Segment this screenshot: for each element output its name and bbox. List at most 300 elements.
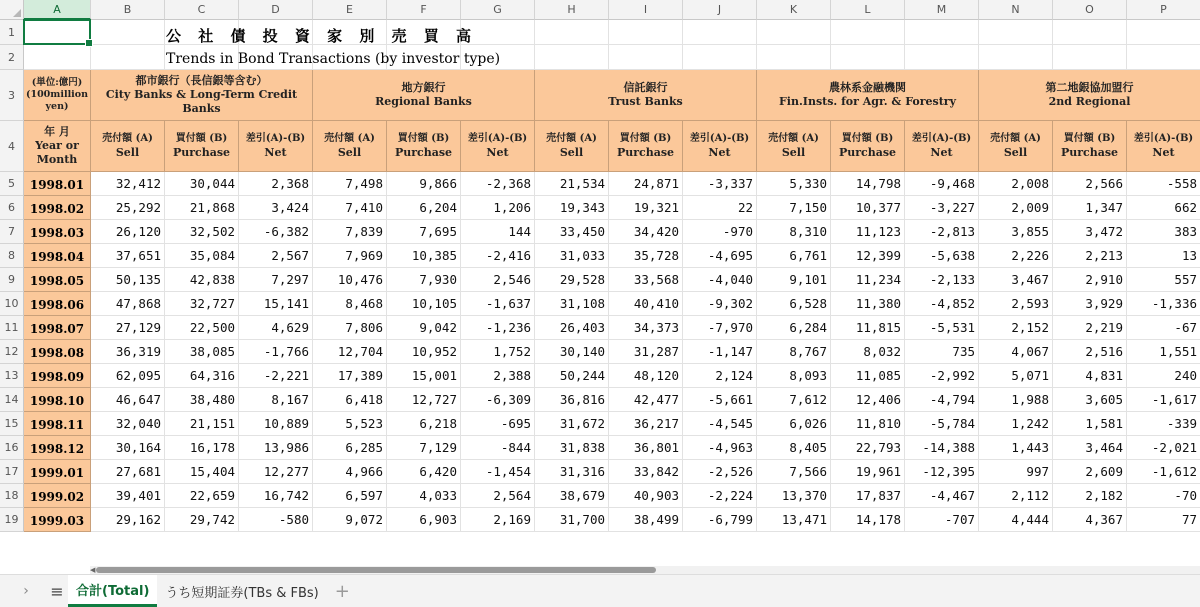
value-cell[interactable]: 12,399 <box>831 244 905 268</box>
row-header-7[interactable]: 7 <box>0 220 24 244</box>
value-cell[interactable]: 19,321 <box>609 196 683 220</box>
value-cell[interactable]: 4,966 <box>313 460 387 484</box>
value-cell[interactable]: 17,389 <box>313 364 387 388</box>
value-cell[interactable]: 10,377 <box>831 196 905 220</box>
value-cell[interactable]: 9,866 <box>387 172 461 196</box>
value-cell[interactable]: 1,242 <box>979 412 1053 436</box>
value-cell[interactable]: -5,784 <box>905 412 979 436</box>
value-cell[interactable]: 12,727 <box>387 388 461 412</box>
row-header-10[interactable]: 10 <box>0 292 24 316</box>
value-cell[interactable]: 26,120 <box>91 220 165 244</box>
value-cell[interactable]: 8,093 <box>757 364 831 388</box>
value-cell[interactable]: 13,471 <box>757 508 831 532</box>
value-cell[interactable]: 13 <box>1127 244 1200 268</box>
value-cell[interactable]: 38,499 <box>609 508 683 532</box>
row-header-16[interactable]: 16 <box>0 436 24 460</box>
value-cell[interactable]: 383 <box>1127 220 1200 244</box>
value-cell[interactable]: -67 <box>1127 316 1200 340</box>
value-cell[interactable]: 13,370 <box>757 484 831 508</box>
value-cell[interactable]: 7,806 <box>313 316 387 340</box>
value-cell[interactable]: 7,566 <box>757 460 831 484</box>
value-cell[interactable]: 14,798 <box>831 172 905 196</box>
value-cell[interactable]: 10,105 <box>387 292 461 316</box>
value-cell[interactable]: 1,347 <box>1053 196 1127 220</box>
value-cell[interactable]: 36,816 <box>535 388 609 412</box>
value-cell[interactable]: 6,026 <box>757 412 831 436</box>
all-sheets-menu-icon[interactable]: ≡ <box>50 581 64 601</box>
cell[interactable] <box>683 20 757 45</box>
value-cell[interactable]: 997 <box>979 460 1053 484</box>
value-cell[interactable]: 2,566 <box>1053 172 1127 196</box>
value-cell[interactable]: 40,903 <box>609 484 683 508</box>
value-cell[interactable]: 15,001 <box>387 364 461 388</box>
value-cell[interactable]: 8,032 <box>831 340 905 364</box>
value-cell[interactable]: 36,319 <box>91 340 165 364</box>
value-cell[interactable]: 2,169 <box>461 508 535 532</box>
row-header-4[interactable]: 4 <box>0 121 24 172</box>
row-header-12[interactable]: 12 <box>0 340 24 364</box>
value-cell[interactable]: 42,838 <box>165 268 239 292</box>
value-cell[interactable]: 10,476 <box>313 268 387 292</box>
value-cell[interactable]: -4,963 <box>683 436 757 460</box>
date-cell[interactable]: 1998.06 <box>24 292 91 316</box>
value-cell[interactable]: -6,309 <box>461 388 535 412</box>
value-cell[interactable]: 2,516 <box>1053 340 1127 364</box>
value-cell[interactable]: -5,531 <box>905 316 979 340</box>
cell[interactable] <box>91 20 165 45</box>
value-cell[interactable]: 27,129 <box>91 316 165 340</box>
add-sheet-icon[interactable]: + <box>334 580 350 602</box>
value-cell[interactable]: 7,839 <box>313 220 387 244</box>
row-header-19[interactable]: 19 <box>0 508 24 532</box>
value-cell[interactable]: 30,044 <box>165 172 239 196</box>
value-cell[interactable]: 1,551 <box>1127 340 1200 364</box>
value-cell[interactable]: 7,150 <box>757 196 831 220</box>
cell[interactable] <box>757 20 831 45</box>
value-cell[interactable]: 4,367 <box>1053 508 1127 532</box>
column-header-b[interactable]: B <box>91 0 165 20</box>
value-cell[interactable]: 7,969 <box>313 244 387 268</box>
value-cell[interactable]: -1,637 <box>461 292 535 316</box>
value-cell[interactable]: 1,206 <box>461 196 535 220</box>
value-cell[interactable]: -695 <box>461 412 535 436</box>
row-header-15[interactable]: 15 <box>0 412 24 436</box>
value-cell[interactable]: 27,681 <box>91 460 165 484</box>
value-cell[interactable]: 32,040 <box>91 412 165 436</box>
value-cell[interactable]: 2,124 <box>683 364 757 388</box>
row-header-13[interactable]: 13 <box>0 364 24 388</box>
row-header-14[interactable]: 14 <box>0 388 24 412</box>
value-cell[interactable]: 9,072 <box>313 508 387 532</box>
value-cell[interactable]: 11,123 <box>831 220 905 244</box>
value-cell[interactable]: 21,868 <box>165 196 239 220</box>
value-cell[interactable]: 144 <box>461 220 535 244</box>
value-cell[interactable]: 31,316 <box>535 460 609 484</box>
value-cell[interactable]: 11,234 <box>831 268 905 292</box>
cell[interactable] <box>831 20 905 45</box>
value-cell[interactable]: -339 <box>1127 412 1200 436</box>
column-header-m[interactable]: M <box>905 0 979 20</box>
value-cell[interactable]: 31,033 <box>535 244 609 268</box>
value-cell[interactable]: 2,182 <box>1053 484 1127 508</box>
row-header-3[interactable]: 3 <box>0 70 24 121</box>
value-cell[interactable]: 31,838 <box>535 436 609 460</box>
date-cell[interactable]: 1998.11 <box>24 412 91 436</box>
value-cell[interactable]: 32,502 <box>165 220 239 244</box>
value-cell[interactable]: 1,581 <box>1053 412 1127 436</box>
value-cell[interactable]: -14,388 <box>905 436 979 460</box>
value-cell[interactable]: 35,084 <box>165 244 239 268</box>
value-cell[interactable]: 6,218 <box>387 412 461 436</box>
value-cell[interactable]: 8,405 <box>757 436 831 460</box>
cell[interactable] <box>535 20 609 45</box>
value-cell[interactable]: 48,120 <box>609 364 683 388</box>
cell[interactable] <box>91 45 165 70</box>
value-cell[interactable]: 13,986 <box>239 436 313 460</box>
value-cell[interactable]: 4,444 <box>979 508 1053 532</box>
value-cell[interactable]: 38,480 <box>165 388 239 412</box>
value-cell[interactable]: 64,316 <box>165 364 239 388</box>
value-cell[interactable]: 21,534 <box>535 172 609 196</box>
date-cell[interactable]: 1998.08 <box>24 340 91 364</box>
value-cell[interactable]: 77 <box>1127 508 1200 532</box>
value-cell[interactable]: -4,794 <box>905 388 979 412</box>
value-cell[interactable]: 22,500 <box>165 316 239 340</box>
date-cell[interactable]: 1998.04 <box>24 244 91 268</box>
value-cell[interactable]: 7,498 <box>313 172 387 196</box>
value-cell[interactable]: 33,450 <box>535 220 609 244</box>
value-cell[interactable]: 3,929 <box>1053 292 1127 316</box>
cell[interactable] <box>609 45 683 70</box>
value-cell[interactable]: 2,009 <box>979 196 1053 220</box>
value-cell[interactable]: -2,368 <box>461 172 535 196</box>
value-cell[interactable]: 30,140 <box>535 340 609 364</box>
value-cell[interactable]: 10,952 <box>387 340 461 364</box>
value-cell[interactable]: -9,302 <box>683 292 757 316</box>
date-cell[interactable]: 1998.05 <box>24 268 91 292</box>
value-cell[interactable]: 14,178 <box>831 508 905 532</box>
value-cell[interactable]: 2,219 <box>1053 316 1127 340</box>
value-cell[interactable]: 2,213 <box>1053 244 1127 268</box>
value-cell[interactable]: 34,373 <box>609 316 683 340</box>
value-cell[interactable]: 11,380 <box>831 292 905 316</box>
value-cell[interactable]: -4,545 <box>683 412 757 436</box>
value-cell[interactable]: 38,679 <box>535 484 609 508</box>
value-cell[interactable]: 6,597 <box>313 484 387 508</box>
value-cell[interactable]: -12,395 <box>905 460 979 484</box>
value-cell[interactable]: 5,523 <box>313 412 387 436</box>
value-cell[interactable]: 42,477 <box>609 388 683 412</box>
cell[interactable] <box>905 20 979 45</box>
value-cell[interactable]: 10,889 <box>239 412 313 436</box>
value-cell[interactable]: 6,903 <box>387 508 461 532</box>
cell[interactable] <box>979 20 1053 45</box>
value-cell[interactable]: 11,085 <box>831 364 905 388</box>
date-cell[interactable]: 1998.10 <box>24 388 91 412</box>
date-cell[interactable]: 1999.02 <box>24 484 91 508</box>
value-cell[interactable]: -9,468 <box>905 172 979 196</box>
value-cell[interactable]: 6,285 <box>313 436 387 460</box>
value-cell[interactable]: 29,528 <box>535 268 609 292</box>
value-cell[interactable]: 36,217 <box>609 412 683 436</box>
value-cell[interactable]: 37,651 <box>91 244 165 268</box>
value-cell[interactable]: 2,112 <box>979 484 1053 508</box>
value-cell[interactable]: 2,567 <box>239 244 313 268</box>
value-cell[interactable]: 24,871 <box>609 172 683 196</box>
cell[interactable] <box>24 45 91 70</box>
cell[interactable] <box>535 45 609 70</box>
value-cell[interactable]: 31,672 <box>535 412 609 436</box>
row-header-18[interactable]: 18 <box>0 484 24 508</box>
value-cell[interactable]: 6,761 <box>757 244 831 268</box>
value-cell[interactable]: 7,930 <box>387 268 461 292</box>
value-cell[interactable]: 62,095 <box>91 364 165 388</box>
value-cell[interactable]: -580 <box>239 508 313 532</box>
value-cell[interactable]: 17,837 <box>831 484 905 508</box>
column-header-i[interactable]: I <box>609 0 683 20</box>
column-header-d[interactable]: D <box>239 0 313 20</box>
value-cell[interactable]: -1,236 <box>461 316 535 340</box>
value-cell[interactable]: 6,418 <box>313 388 387 412</box>
value-cell[interactable]: -2,992 <box>905 364 979 388</box>
value-cell[interactable]: 2,368 <box>239 172 313 196</box>
value-cell[interactable]: -7,970 <box>683 316 757 340</box>
value-cell[interactable]: 8,767 <box>757 340 831 364</box>
value-cell[interactable]: 5,071 <box>979 364 1053 388</box>
value-cell[interactable]: 2,609 <box>1053 460 1127 484</box>
value-cell[interactable]: 2,008 <box>979 172 1053 196</box>
column-header-p[interactable]: P <box>1127 0 1200 20</box>
value-cell[interactable]: 4,831 <box>1053 364 1127 388</box>
value-cell[interactable]: -3,227 <box>905 196 979 220</box>
value-cell[interactable]: 1,443 <box>979 436 1053 460</box>
cell[interactable] <box>905 45 979 70</box>
value-cell[interactable]: -707 <box>905 508 979 532</box>
value-cell[interactable]: 47,868 <box>91 292 165 316</box>
value-cell[interactable]: 32,727 <box>165 292 239 316</box>
value-cell[interactable]: -2,526 <box>683 460 757 484</box>
date-cell[interactable]: 1999.03 <box>24 508 91 532</box>
value-cell[interactable]: 40,410 <box>609 292 683 316</box>
row-header-11[interactable]: 11 <box>0 316 24 340</box>
cell[interactable] <box>757 45 831 70</box>
value-cell[interactable]: 6,528 <box>757 292 831 316</box>
value-cell[interactable]: 7,297 <box>239 268 313 292</box>
value-cell[interactable]: 31,287 <box>609 340 683 364</box>
column-header-h[interactable]: H <box>535 0 609 20</box>
value-cell[interactable]: 3,464 <box>1053 436 1127 460</box>
value-cell[interactable]: 29,162 <box>91 508 165 532</box>
date-cell[interactable]: 1998.01 <box>24 172 91 196</box>
value-cell[interactable]: 25,292 <box>91 196 165 220</box>
scrollbar-thumb[interactable] <box>96 567 656 573</box>
value-cell[interactable]: 22,659 <box>165 484 239 508</box>
value-cell[interactable]: 7,695 <box>387 220 461 244</box>
cell[interactable] <box>1053 20 1127 45</box>
value-cell[interactable]: 7,129 <box>387 436 461 460</box>
value-cell[interactable]: 50,244 <box>535 364 609 388</box>
cell[interactable] <box>609 20 683 45</box>
column-header-f[interactable]: F <box>387 0 461 20</box>
value-cell[interactable]: 2,546 <box>461 268 535 292</box>
value-cell[interactable]: 11,815 <box>831 316 905 340</box>
value-cell[interactable]: 19,961 <box>831 460 905 484</box>
value-cell[interactable]: -1,766 <box>239 340 313 364</box>
date-cell[interactable]: 1998.03 <box>24 220 91 244</box>
value-cell[interactable]: -1,612 <box>1127 460 1200 484</box>
value-cell[interactable]: 4,033 <box>387 484 461 508</box>
select-all-corner[interactable] <box>0 0 24 20</box>
value-cell[interactable]: 2,152 <box>979 316 1053 340</box>
sheet-tab-total[interactable]: 合計(Total) <box>68 575 157 607</box>
cell[interactable] <box>1127 45 1200 70</box>
value-cell[interactable]: -6,799 <box>683 508 757 532</box>
value-cell[interactable]: -1,336 <box>1127 292 1200 316</box>
row-header-5[interactable]: 5 <box>0 172 24 196</box>
value-cell[interactable]: 8,468 <box>313 292 387 316</box>
value-cell[interactable]: 16,742 <box>239 484 313 508</box>
date-cell[interactable]: 1998.02 <box>24 196 91 220</box>
row-header-17[interactable]: 17 <box>0 460 24 484</box>
value-cell[interactable]: 29,742 <box>165 508 239 532</box>
value-cell[interactable]: 6,420 <box>387 460 461 484</box>
value-cell[interactable]: 2,564 <box>461 484 535 508</box>
value-cell[interactable]: 3,472 <box>1053 220 1127 244</box>
horizontal-scrollbar[interactable] <box>90 566 1200 574</box>
value-cell[interactable]: 21,151 <box>165 412 239 436</box>
value-cell[interactable]: 12,406 <box>831 388 905 412</box>
sheet-tab-tbs-fbs[interactable]: うち短期証券(TBs & FBs) <box>165 585 319 601</box>
value-cell[interactable]: -4,852 <box>905 292 979 316</box>
value-cell[interactable]: 735 <box>905 340 979 364</box>
value-cell[interactable]: 4,067 <box>979 340 1053 364</box>
value-cell[interactable]: 50,135 <box>91 268 165 292</box>
column-header-e[interactable]: E <box>313 0 387 20</box>
cell[interactable] <box>979 45 1053 70</box>
date-cell[interactable]: 1998.12 <box>24 436 91 460</box>
value-cell[interactable]: 2,910 <box>1053 268 1127 292</box>
cell[interactable] <box>1127 20 1200 45</box>
cell[interactable] <box>683 45 757 70</box>
value-cell[interactable]: -2,416 <box>461 244 535 268</box>
value-cell[interactable]: -4,467 <box>905 484 979 508</box>
value-cell[interactable]: -1,147 <box>683 340 757 364</box>
value-cell[interactable]: 12,704 <box>313 340 387 364</box>
scroll-left-icon[interactable]: ◀ <box>90 566 96 574</box>
value-cell[interactable]: -1,617 <box>1127 388 1200 412</box>
row-header-2[interactable]: 2 <box>0 45 24 70</box>
value-cell[interactable]: 32,412 <box>91 172 165 196</box>
value-cell[interactable]: 2,388 <box>461 364 535 388</box>
value-cell[interactable]: 39,401 <box>91 484 165 508</box>
row-header-8[interactable]: 8 <box>0 244 24 268</box>
value-cell[interactable]: 1,988 <box>979 388 1053 412</box>
value-cell[interactable]: -70 <box>1127 484 1200 508</box>
value-cell[interactable]: 3,467 <box>979 268 1053 292</box>
value-cell[interactable]: 33,568 <box>609 268 683 292</box>
value-cell[interactable]: 1,752 <box>461 340 535 364</box>
value-cell[interactable]: 12,277 <box>239 460 313 484</box>
value-cell[interactable]: 31,700 <box>535 508 609 532</box>
column-header-l[interactable]: L <box>831 0 905 20</box>
value-cell[interactable]: -4,695 <box>683 244 757 268</box>
value-cell[interactable]: -2,813 <box>905 220 979 244</box>
value-cell[interactable]: 11,810 <box>831 412 905 436</box>
value-cell[interactable]: 10,385 <box>387 244 461 268</box>
value-cell[interactable]: 2,593 <box>979 292 1053 316</box>
value-cell[interactable]: 7,410 <box>313 196 387 220</box>
value-cell[interactable]: 9,101 <box>757 268 831 292</box>
sheet-nav-next-icon[interactable]: › <box>23 583 29 599</box>
value-cell[interactable]: 34,420 <box>609 220 683 244</box>
value-cell[interactable]: -5,661 <box>683 388 757 412</box>
value-cell[interactable]: 3,424 <box>239 196 313 220</box>
row-header-6[interactable]: 6 <box>0 196 24 220</box>
value-cell[interactable]: 557 <box>1127 268 1200 292</box>
value-cell[interactable]: -2,224 <box>683 484 757 508</box>
column-header-n[interactable]: N <box>979 0 1053 20</box>
column-header-c[interactable]: C <box>165 0 239 20</box>
column-header-g[interactable]: G <box>461 0 535 20</box>
value-cell[interactable]: -3,337 <box>683 172 757 196</box>
value-cell[interactable]: 22,793 <box>831 436 905 460</box>
column-header-j[interactable]: J <box>683 0 757 20</box>
value-cell[interactable]: -4,040 <box>683 268 757 292</box>
value-cell[interactable]: 38,085 <box>165 340 239 364</box>
value-cell[interactable]: 662 <box>1127 196 1200 220</box>
value-cell[interactable]: 30,164 <box>91 436 165 460</box>
date-cell[interactable]: 1998.09 <box>24 364 91 388</box>
value-cell[interactable]: 31,108 <box>535 292 609 316</box>
row-header-9[interactable]: 9 <box>0 268 24 292</box>
value-cell[interactable]: -2,221 <box>239 364 313 388</box>
value-cell[interactable]: 5,330 <box>757 172 831 196</box>
row-header-1[interactable]: 1 <box>0 20 24 45</box>
value-cell[interactable]: 15,141 <box>239 292 313 316</box>
value-cell[interactable]: -844 <box>461 436 535 460</box>
value-cell[interactable]: -1,454 <box>461 460 535 484</box>
value-cell[interactable]: 9,042 <box>387 316 461 340</box>
value-cell[interactable]: 22 <box>683 196 757 220</box>
value-cell[interactable]: 3,605 <box>1053 388 1127 412</box>
value-cell[interactable]: 3,855 <box>979 220 1053 244</box>
value-cell[interactable]: 4,629 <box>239 316 313 340</box>
value-cell[interactable]: 2,226 <box>979 244 1053 268</box>
value-cell[interactable]: 33,842 <box>609 460 683 484</box>
value-cell[interactable]: -6,382 <box>239 220 313 244</box>
column-header-o[interactable]: O <box>1053 0 1127 20</box>
value-cell[interactable]: 19,343 <box>535 196 609 220</box>
value-cell[interactable]: 15,404 <box>165 460 239 484</box>
value-cell[interactable]: 8,167 <box>239 388 313 412</box>
column-header-a[interactable]: A <box>24 0 91 20</box>
value-cell[interactable]: -5,638 <box>905 244 979 268</box>
value-cell[interactable]: 35,728 <box>609 244 683 268</box>
value-cell[interactable]: 6,204 <box>387 196 461 220</box>
cell[interactable] <box>1053 45 1127 70</box>
value-cell[interactable]: -2,133 <box>905 268 979 292</box>
value-cell[interactable]: -970 <box>683 220 757 244</box>
value-cell[interactable]: 240 <box>1127 364 1200 388</box>
value-cell[interactable]: 26,403 <box>535 316 609 340</box>
value-cell[interactable]: 46,647 <box>91 388 165 412</box>
value-cell[interactable]: 8,310 <box>757 220 831 244</box>
date-cell[interactable]: 1999.01 <box>24 460 91 484</box>
value-cell[interactable]: 16,178 <box>165 436 239 460</box>
cell[interactable] <box>831 45 905 70</box>
value-cell[interactable]: -2,021 <box>1127 436 1200 460</box>
value-cell[interactable]: 7,612 <box>757 388 831 412</box>
